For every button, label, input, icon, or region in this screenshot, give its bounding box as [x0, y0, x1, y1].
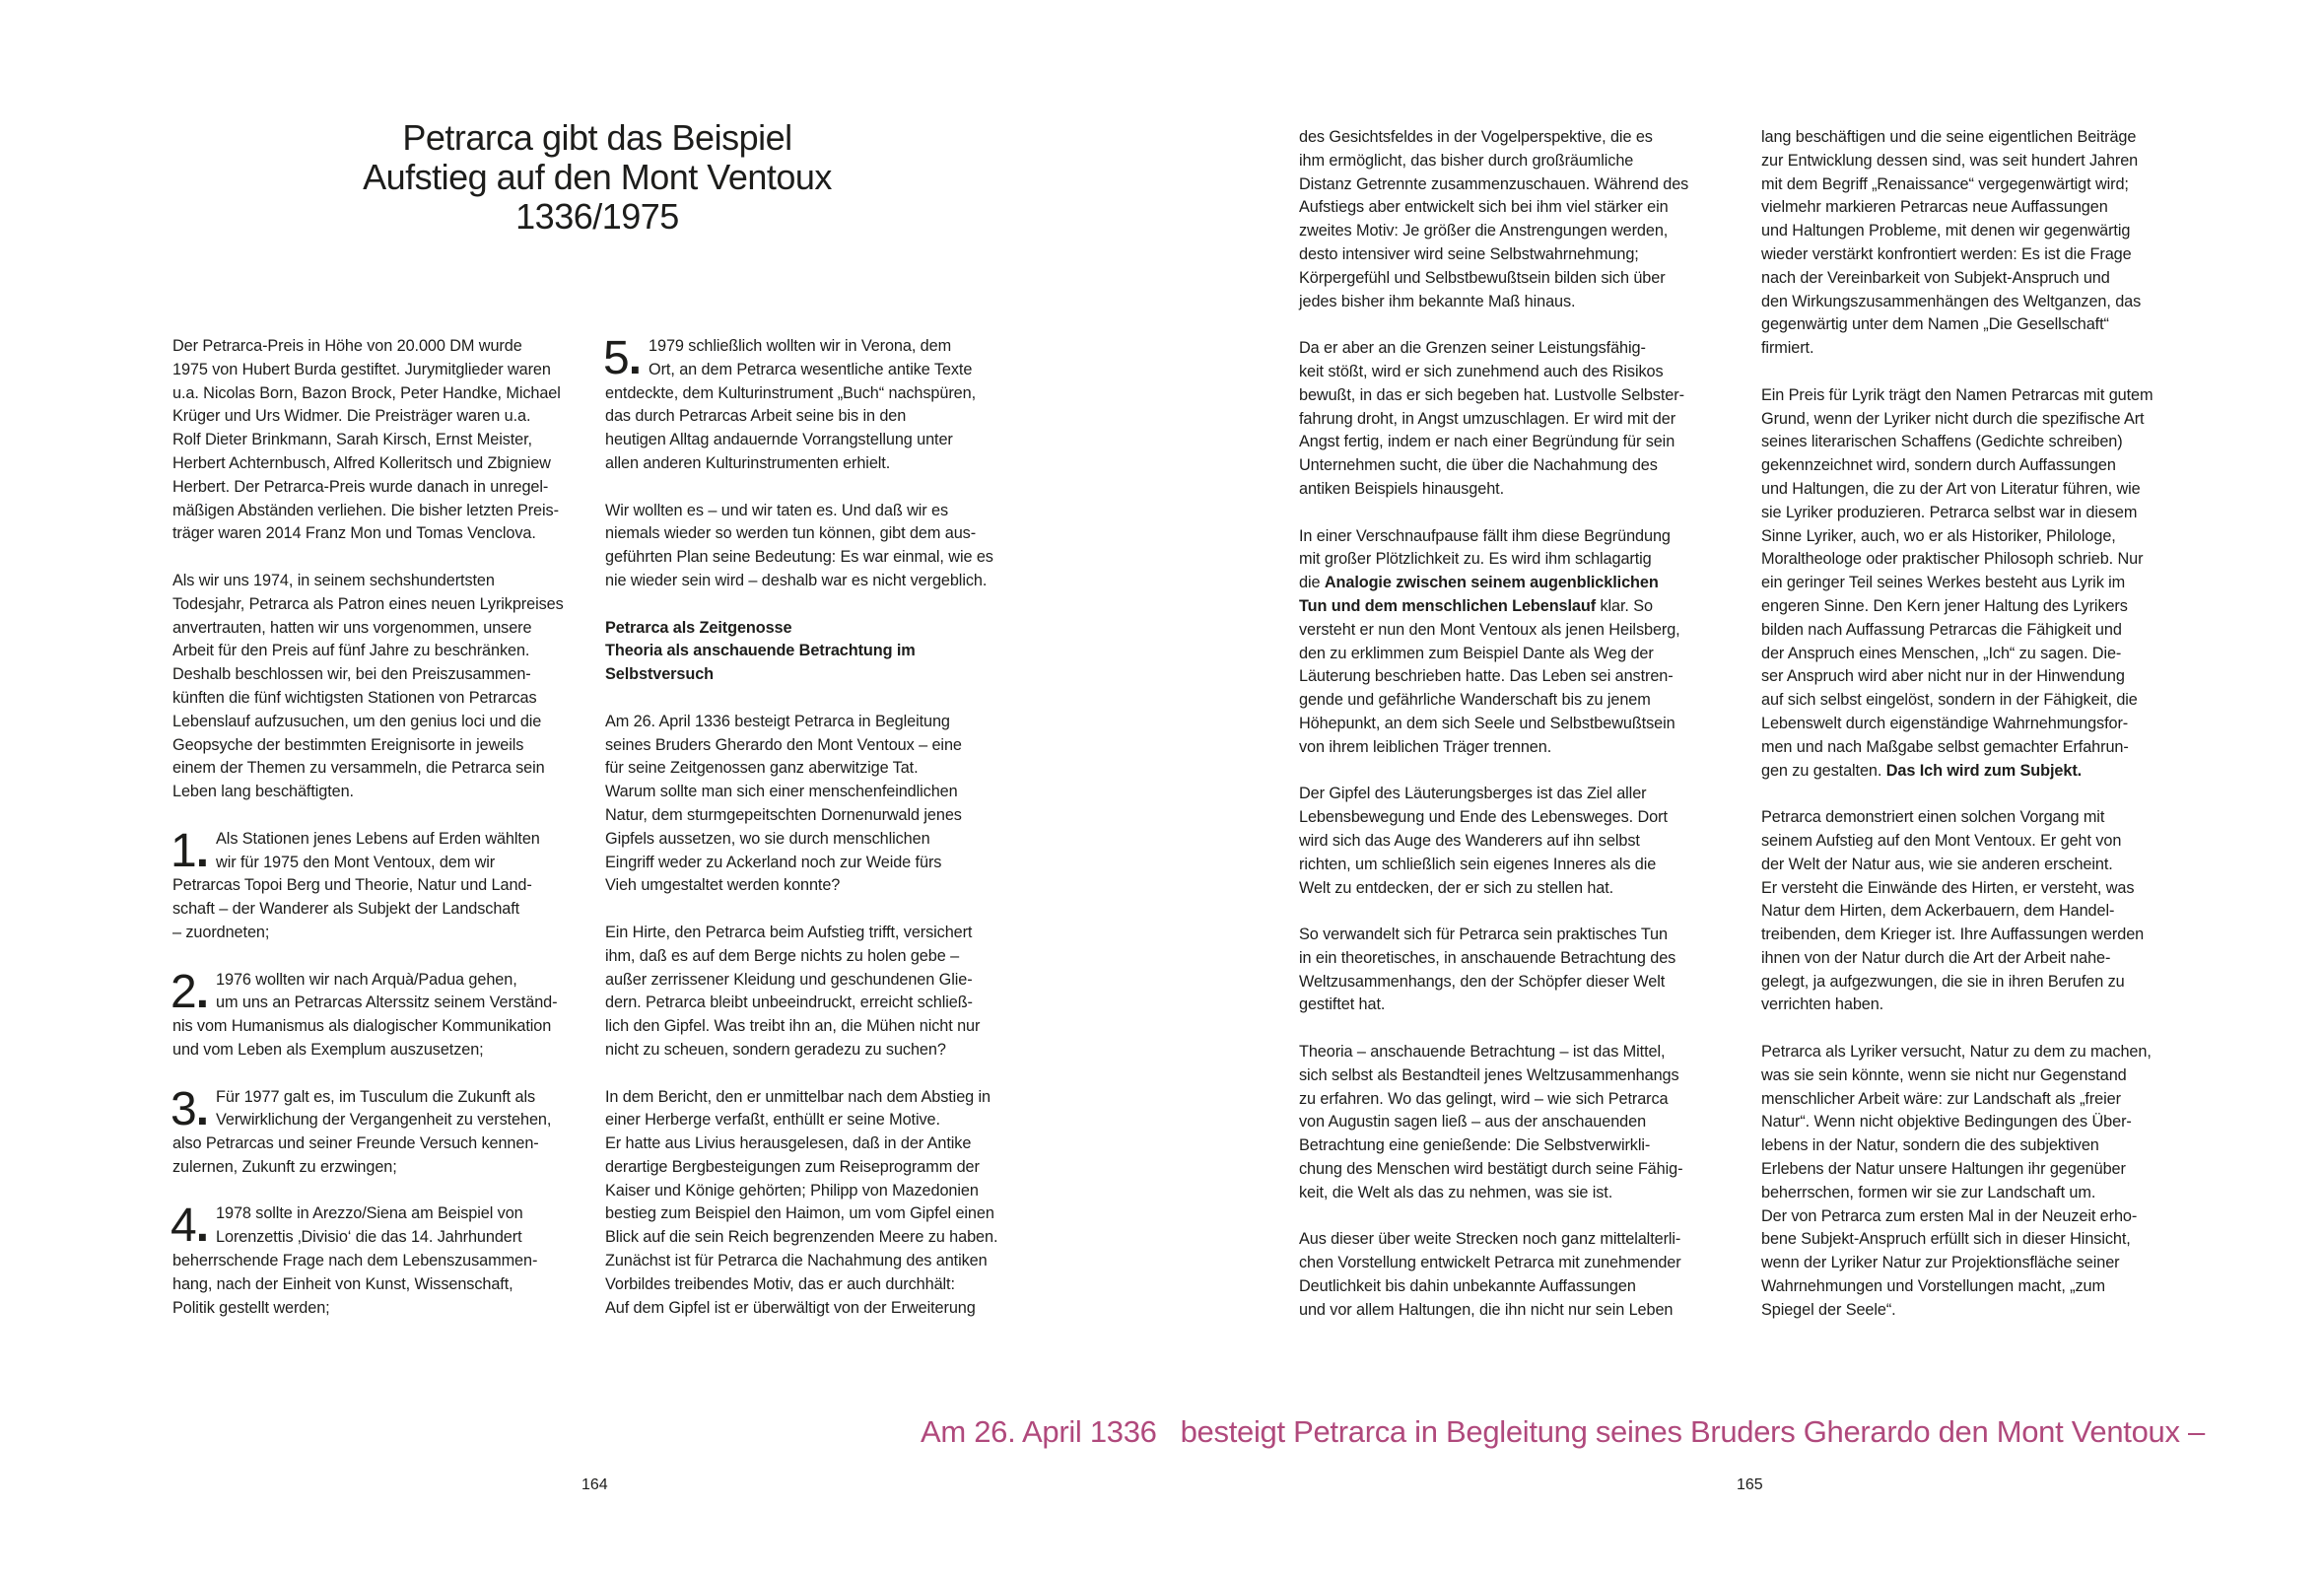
text-line: Eingriff weder zu Ackerland noch zur Weide fürs: [605, 853, 942, 871]
text-line: Natur“. Wenn nicht objektive Bedingungen des Über-: [1761, 1113, 2132, 1131]
text-line: und Haltungen, die zu der Art von Literatur führen, wie: [1761, 479, 2141, 498]
text-line: menschlicher Arbeit wäre: zur Landschaft als „freier: [1761, 1089, 2121, 1108]
text-line: Als wir uns 1974, in seinem sechshundertsten: [172, 571, 495, 589]
text-line: um uns an Petrarcas Alterssitz seinem Verständ-: [216, 994, 558, 1012]
text-line: Natur dem Hirten, dem Ackerbauern, dem Handel-: [1761, 902, 2115, 921]
right-page-column-4: [1761, 126, 2224, 1323]
text-line: Als Stationen jenes Lebens auf Erden wählten: [216, 829, 540, 848]
text-line: der Anspruch eines Menschen, „Ich“ zu sagen. Die-: [1761, 644, 2122, 662]
text-line: von ihrem leiblichen Träger trennen.: [1299, 737, 1552, 756]
text-line: Petrarca als Lyriker versucht, Natur zu dem zu machen,: [1761, 1043, 2152, 1062]
text-line: – zuordneten;: [172, 923, 270, 941]
text-line: gestiftet hat.: [1299, 995, 1386, 1014]
text-line: bewußt, in das er sich begeben hat. Lustvolle Selbster-: [1299, 385, 1684, 404]
text-line: Betrachtung eine genießende: Die Selbstverwirkli-: [1299, 1136, 1651, 1155]
text-line: und vor allem Haltungen, die ihn nicht nur sein Leben: [1299, 1300, 1674, 1319]
item-number: 2.: [171, 965, 209, 1018]
page-number-right: 165: [1737, 1476, 1763, 1493]
text-line: des Gesichtsfeldes in der Vogelperspektive, die es: [1299, 128, 1653, 146]
text-line: gende und gefährliche Wanderschaft bis zu jenem: [1299, 691, 1651, 710]
text-line: heutigen Alltag andauernde Vorrangstellung unter: [605, 431, 953, 449]
numbered-item-5: [603, 332, 1059, 476]
text-line: schaft – der Wanderer als Subjekt der Landschaft: [172, 900, 520, 919]
text-line: Lebensbewegung und Ende des Lebensweges. Dort: [1299, 808, 1668, 827]
text-line: Er versteht die Einwände des Hirten, er versteht, was: [1761, 878, 2135, 897]
text-line: 1978 sollte in Arezzo/Siena am Beispiel von: [216, 1204, 523, 1223]
text-line: wieder verstärkt konfrontiert werden: Es ist die Frage: [1761, 244, 2132, 263]
text-line: ihm, daß es auf dem Berge nichts zu holen gebe –: [605, 946, 960, 965]
emphasis-text: Tun und dem menschlichen Lebenslauf: [1299, 596, 1597, 615]
title-line-3: 1336/1975: [515, 196, 679, 237]
text-line: Körpergefühl und Selbstbewußtsein bilden sich über: [1299, 268, 1666, 287]
text-line: So verwandelt sich für Petrarca sein praktisches Tun: [1299, 926, 1668, 944]
text-line: entdeckte, dem Kulturinstrument „Buch“ nachspüren,: [605, 383, 976, 402]
text-line: lebens in der Natur, sondern die des subjektiven: [1761, 1136, 2099, 1155]
numbered-item-2: [171, 965, 606, 1063]
text-line: Arbeit für den Preis auf fünf Jahre zu beschränken.: [172, 642, 530, 660]
conclusion-paragraph: [605, 500, 1059, 593]
text-line: Er hatte aus Livius herausgelesen, daß in der Antike: [605, 1134, 972, 1153]
text-line: nach der Vereinbarkeit von Subjekt-Anspruch und: [1761, 268, 2110, 287]
text-line: Angst fertig, indem er nach einer Begründung für sein: [1299, 433, 1675, 451]
item-number: 3.: [171, 1082, 209, 1135]
renaissance-paragraph: [1761, 126, 2224, 361]
text-line: Da er aber an die Grenzen seiner Leistungsfähig-: [1299, 339, 1646, 358]
text-line: lang beschäftigen und die seine eigentlichen Beiträge: [1761, 128, 2137, 146]
text-line: geführten Plan seine Bedeutung: Es war einmal, wie es: [605, 548, 993, 567]
text-line: Theoria als anschauende Betrachtung im: [605, 642, 916, 660]
numbered-item-3: [171, 1082, 606, 1180]
text-line: den Wirkungszusammenhängen des Weltganzen, das: [1761, 292, 2142, 310]
text-line: bene Subjekt-Anspruch erfüllt sich in dieser Hinsicht,: [1761, 1230, 2131, 1249]
text-line: nicht zu scheuen, sondern geradezu zu suchen?: [605, 1040, 946, 1059]
text-line: das durch Petrarcas Arbeit seine bis in den: [605, 407, 907, 426]
text-line: sie Lyriker produzieren. Petrarca selbst war in diesem: [1761, 503, 2138, 521]
text-line: wenn der Lyriker Natur zur Projektionsfläche seiner: [1761, 1254, 2120, 1272]
text-line: Deutlichkeit bis dahin unbekannte Auffassungen: [1299, 1277, 1636, 1296]
text-line: hang, nach der Einheit von Kunst, Wissenschaft,: [172, 1274, 513, 1293]
text-line: und Haltungen Probleme, mit denen wir gegenwärtig: [1761, 222, 2131, 240]
text-line: men und nach Maßgabe selbst gemachter Erfahrun-: [1761, 737, 2129, 756]
text-line: mäßigen Abständen verliehen. Die bisher letzten Preis-: [172, 501, 559, 519]
text-line: antiken Beispiels hinausgeht.: [1299, 479, 1504, 498]
text-line: und vom Leben als Exemplum auszusetzen;: [172, 1040, 484, 1059]
perspective-paragraph: [1299, 126, 1752, 313]
text-line: Herbert Achternbusch, Alfred Kolleritsch und Zbigniew: [172, 453, 551, 472]
text-line: derartige Bergbesteigungen zum Reiseprogramm der: [605, 1157, 980, 1176]
text-line: Der Petrarca-Preis in Höhe von 20.000 DM wurde: [172, 337, 522, 355]
text-line: außer zerrissener Kleidung und geschundenen Glie-: [605, 970, 973, 989]
pull-quote-date: Am 26. April 1336: [921, 1414, 1157, 1449]
text-line: niemals wieder so werden tun können, gibt dem aus-: [605, 524, 977, 543]
text-line: beherrschende Frage nach dem Lebenszusammen-: [172, 1252, 538, 1270]
text-line: Spiegel der Seele“.: [1761, 1300, 1896, 1319]
text-line: Unternehmen sucht, die über die Nachahmung des: [1299, 456, 1658, 475]
title-line-1: Petrarca gibt das Beispiel: [402, 117, 792, 158]
text-line: jedes bisher ihm bekannte Maß hinaus.: [1299, 292, 1576, 310]
text-line: Todesjahr, Petrarca als Patron eines neuen Lyrikpreises: [172, 594, 564, 613]
analogy-paragraph: In einer Verschnaufpause fällt ihm diese Begründung mit großer Plötzlichkeit zu. Es wird ihm schlagartig die Analogie zwischen seinem augenblicklichen Tun und dem menschlichen Lebenslauf klar. So versteht er nun den Mont Ventoux als jenen Heilsberg, den zu erklimmen zum Beispiel Dante als Weg der Läuterung beschrieben hatte. Das Leben sei anstren- gende und gefährliche Wanderschaft bis zu jenem Höhepunkt, an dem sich Seele und Selbstbewußtsein von ihrem leiblichen Träger trennen.: [1299, 525, 1752, 760]
text-line: Verwirklichung der Vergangenheit zu verstehen,: [216, 1111, 552, 1130]
theoria-paragraph: [1299, 1041, 1752, 1205]
text-line: Welt zu entdecken, der er sich zu stellen hat.: [1299, 878, 1614, 897]
text-line: versteht er nun den Mont Ventoux als jenen Heilsberg,: [1299, 620, 1680, 639]
text-line: 1976 wollten wir nach Arquà/Padua gehen,: [216, 970, 517, 989]
section-subheading: [605, 617, 1059, 687]
page-number-left: 164: [581, 1476, 608, 1493]
text-line: Selbstversuch: [605, 665, 715, 684]
text-line: von Augustin sagen ließ – aus der anschauenden: [1299, 1113, 1647, 1131]
text-line: In dem Bericht, den er unmittelbar nach dem Abstieg in: [605, 1087, 991, 1106]
text-line: der Welt der Natur aus, wie sie anderen erscheint.: [1761, 855, 2113, 873]
numbered-item-1: [171, 824, 606, 945]
text-line: Leben lang beschäftigten.: [172, 783, 354, 801]
left-page-column-2: [603, 332, 1059, 1320]
right-page-column-3: [1299, 126, 1752, 1323]
text-line: 1979 schließlich wollten wir in Verona, dem: [649, 337, 952, 355]
text-line: lich den Gipfel. Was treibt ihn an, die Mühen nicht nur: [605, 1017, 981, 1036]
text-line: sich selbst als Bestandteil jenes Weltzusammenhangs: [1299, 1065, 1679, 1084]
text-line: träger waren 2014 Franz Mon und Tomas Venclova.: [172, 524, 536, 543]
text-line: Geopsyche der bestimmten Ereignisorte in jeweils: [172, 735, 524, 754]
lyric-prize-paragraph: Ein Preis für Lyrik trägt den Namen Petrarcas mit gutem Grund, wenn der Lyriker nicht durch die spezifische Art seines literarischen Schaffens (Gedichte schreiben) gekennzeichnet wird, sondern durch Auffassungen und Haltungen, die zu der Art von Literatur führen, wie sie Lyriker produzieren. Petrarca selbst war in diesem Sinne Lyriker, auch, wo er als Historiker, Philologe, Moraltheologe oder praktischer Philosoph schrieb. Nur ein geringer Teil seines Werkes besteht aus Lyrik im engeren Sinne. Den Kern jener Haltung des Lyrikers bilden nach Auffassung Petrarcas die Fähigkeit und der Anspruch eines Menschen, „Ich“ zu sagen. Die- ser Anspruch wird aber nicht nur in der Hinwendung auf sich selbst eingelöst, sondern in der Fähigkeit, die Lebenswelt durch eigenständige Wahrnehmungsfor- men und nach Maßgabe selbst gemachter Erfahrun- gen zu gestalten. Das Ich wird zum Subjekt.: [1761, 384, 2224, 784]
summit-paragraph: [1299, 783, 1752, 900]
history-paragraph: [172, 570, 606, 804]
text-line: gegenwärtig unter dem Namen „Die Gesellschaft“: [1761, 315, 2109, 334]
text-line: Lebenswelt durch eigenständige Wahrnehmungsfor-: [1761, 714, 2129, 732]
shepherd-paragraph: [605, 922, 1059, 1063]
left-page-column-1: [172, 335, 606, 1343]
text-line: gelegt, ja aufgezwungen, die sie in ihren Berufen zu: [1761, 972, 2125, 991]
text-line: Grund, wenn der Lyriker nicht durch die spezifische Art: [1761, 409, 2145, 428]
text-line: zu erfahren. Wo das gelingt, wird – wie sich Petrarca: [1299, 1089, 1669, 1108]
text-line: Höhepunkt, an dem sich Seele und Selbstbewußtsein: [1299, 714, 1675, 732]
text-line: fahrung droht, in Angst umzuschlagen. Er wird mit der: [1299, 409, 1676, 428]
text-line: gekennzeichnet wird, sondern durch Auffassungen: [1761, 456, 2116, 475]
text-line: keit stößt, wird er sich zunehmend auch des Risikos: [1299, 362, 1664, 380]
text-line: allen anderen Kulturinstrumenten erhielt.: [605, 453, 891, 472]
text-line: wir für 1975 den Mont Ventoux, dem wir: [216, 853, 496, 871]
text-line: desto intensiver wird seine Selbstwahrnehmung;: [1299, 244, 1639, 263]
text-line: seines literarischen Schaffens (Gedichte schreiben): [1761, 433, 2123, 451]
text-line: den zu erklimmen zum Beispiel Dante als Weg der: [1299, 644, 1654, 662]
limits-paragraph: [1299, 337, 1752, 502]
theory-paragraph: [1299, 924, 1752, 1017]
text-line: Aus dieser über weite Strecken noch ganz mittelalterli-: [1299, 1230, 1681, 1249]
text-line: Vorbildes treibendes Motiv, das er auch durchhält:: [605, 1274, 955, 1293]
text-line: dern. Petrarca bleibt unbeeindruckt, erreicht schließ-: [605, 994, 973, 1012]
text-line: also Petrarcas und seiner Freunde Versuch kennen-: [172, 1134, 539, 1153]
text-line: mit dem Begriff „Renaissance“ vergegenwärtigt wird;: [1761, 174, 2129, 193]
text-line: treibenden, dem Krieger ist. Ihre Auffassungen werden: [1761, 926, 2145, 944]
text-line: künften die fünf wichtigsten Stationen von Petrarcas: [172, 688, 537, 707]
text-line: Distanz Getrennte zusammenzuschauen. Während des: [1299, 174, 1689, 193]
text-line: anvertrauten, hatten wir uns vorgenommen, unsere: [172, 618, 532, 637]
title-line-2: Aufstieg auf den Mont Ventoux: [363, 157, 832, 197]
text-line: Erlebens der Natur unsere Haltungen ihr gegenüber: [1761, 1160, 2126, 1179]
text-line: Auf dem Gipfel ist er überwältigt von der Erweiterung: [605, 1298, 976, 1317]
text-line: richten, um schließlich sein eigenes Inneres als die: [1299, 855, 1657, 873]
text-line: chung des Menschen wird bestätigt durch seine Fähig-: [1299, 1160, 1683, 1179]
text-line: bestieg zum Beispiel den Haimon, um vom Gipfel einen: [605, 1204, 994, 1223]
text-line: Ein Hirte, den Petrarca beim Aufstieg trifft, versichert: [605, 923, 973, 941]
ascent-paragraph: [605, 711, 1059, 898]
text-line: firmiert.: [1761, 339, 1814, 358]
text-line: zweites Motiv: Je größer die Anstrengungen werden,: [1299, 222, 1669, 240]
text-line: Der von Petrarca zum ersten Mal in der Neuzeit erho-: [1761, 1206, 2138, 1225]
text-line: bilden nach Auffassung Petrarcas die Fähigkeit und: [1761, 620, 2122, 639]
text-line: keit, die Welt als das zu nehmen, was sie ist.: [1299, 1183, 1613, 1201]
text-line: Kaiser und Könige gehörten; Philipp von Mazedonien: [605, 1181, 979, 1200]
text-line: Ein Preis für Lyrik trägt den Namen Petrarcas mit gutem: [1761, 385, 2153, 404]
text-line: nie wieder sein wird – deshalb war es nicht vergeblich.: [605, 571, 988, 589]
text-line: Petrarca demonstriert einen solchen Vorgang mit: [1761, 808, 2105, 827]
text-line: Theoria – anschauende Betrachtung – ist das Mittel,: [1299, 1043, 1666, 1062]
text-line: chen Vorstellung entwickelt Petrarca mit zunehmender: [1299, 1254, 1681, 1272]
pull-quote: [921, 1412, 2205, 1452]
text-line: Blick auf die sein Reich begrenzenden Meere zu haben.: [605, 1228, 998, 1247]
text-line: engeren Sinne. Den Kern jener Haltung des Lyrikers: [1761, 596, 2128, 615]
text-line: verrichten haben.: [1761, 995, 1884, 1014]
demonstration-paragraph: [1761, 806, 2224, 1017]
report-paragraph: [605, 1086, 1059, 1321]
text-line: Der Gipfel des Läuterungsberges ist das Ziel aller: [1299, 785, 1647, 803]
text-line: u.a. Nicolas Born, Bazon Brock, Peter Handke, Michael: [172, 383, 561, 402]
lyricist-nature-paragraph: [1761, 1041, 2224, 1323]
text-line: Am 26. April 1336 besteigt Petrarca in Begleitung: [605, 712, 950, 730]
text-line: Weltzusammenhangs, den der Schöpfer dieser Welt: [1299, 972, 1666, 991]
text-line: Warum sollte man sich einer menschenfeindlichen: [605, 783, 958, 801]
text-line: Sinne Lyriker, auch, wo er als Historiker, Philologe,: [1761, 526, 2116, 545]
text-line: Politik gestellt werden;: [172, 1298, 330, 1317]
article-title: [296, 118, 899, 237]
text-line: vielmehr markieren Petrarcas neue Auffassungen: [1761, 198, 2108, 217]
text-line: Natur, dem sturmgepeitschten Dornenurwald jenes: [605, 805, 962, 824]
text-line: Petrarcas Topoi Berg und Theorie, Natur und Land-: [172, 876, 532, 895]
intro-paragraph: [172, 335, 606, 546]
text-line: einem der Themen zu versammeln, die Petrarca sein: [172, 759, 545, 778]
medieval-paragraph: [1299, 1228, 1752, 1322]
text-line: Petrarca als Zeitgenosse: [605, 618, 792, 637]
text-line: Aufstiegs aber entwickelt sich bei ihm viel stärker ein: [1299, 198, 1669, 217]
text-line: ser Anspruch wird aber nicht nur in der Hinwendung: [1761, 667, 2125, 686]
emphasis-text: Analogie zwischen seinem augenblicklichen: [1324, 574, 1659, 592]
text-line: Wir wollten es – und wir taten es. Und daß wir es: [605, 501, 949, 519]
emphasis-text: Das Ich wird zum Subjekt.: [1885, 761, 2083, 780]
text-line: Lebenslauf aufzusuchen, um den genius loci und die: [172, 712, 542, 730]
text-line: nis vom Humanismus als dialogischer Kommunikation: [172, 1017, 552, 1036]
text-line: Zunächst ist für Petrarca die Nachahmung des antiken: [605, 1252, 988, 1270]
text-line: zulernen, Zukunft zu erzwingen;: [172, 1157, 397, 1176]
text-line: 1975 von Hubert Burda gestiftet. Jurymitglieder waren: [172, 360, 551, 378]
text-line: einer Herberge verfaßt, enthüllt er seine Motive.: [605, 1111, 940, 1130]
text-line: ihnen von der Natur durch die Art der Arbeit nahe-: [1761, 948, 2111, 967]
text-line: Moraltheologe oder praktischer Philosoph schrieb. Nur: [1761, 550, 2144, 569]
text-line: beherrschen, formen wir sie zur Landschaft um.: [1761, 1183, 2096, 1201]
text-line: in ein theoretisches, in anschauende Betrachtung des: [1299, 948, 1676, 967]
text-line: was sie sein könnte, wenn sie nicht nur Gegenstand: [1761, 1065, 2127, 1084]
text-line: Vieh umgestaltet werden konnte?: [605, 876, 841, 895]
text-line: für seine Zeitgenossen ganz aberwitzige Tat.: [605, 759, 919, 778]
text-line: Deshalb beschlossen wir, bei den Preiszusammen-: [172, 665, 531, 684]
text-line: Herbert. Der Petrarca-Preis wurde danach in unregel-: [172, 477, 549, 496]
text-line: Läuterung beschrieben hatte. Das Leben sei anstren-: [1299, 667, 1674, 686]
text-line: ein geringer Teil seines Werkes besteht aus Lyrik im: [1761, 574, 2126, 592]
text-line: Krüger und Urs Widmer. Die Preisträger waren u.a.: [172, 407, 531, 426]
text-line: auf sich selbst eingelöst, sondern in der Fähigkeit, die: [1761, 691, 2138, 710]
item-number: 4.: [171, 1200, 209, 1253]
text-line: Wahrnehmungen und Vorstellungen macht, „zum: [1761, 1277, 2105, 1296]
text-line: ihm ermöglicht, das bisher durch großräumliche: [1299, 151, 1634, 170]
numbered-item-4: [172, 1202, 606, 1320]
text-line: Rolf Dieter Brinkmann, Sarah Kirsch, Ernst Meister,: [172, 431, 532, 449]
text-line: seines Bruders Gherardo den Mont Ventoux – eine: [605, 735, 962, 754]
text-line: wird sich das Auge des Wanderers auf ihn selbst: [1299, 831, 1640, 850]
item-number: 5.: [603, 332, 642, 384]
text-line: Lorenzettis ‚Divisio‘ die das 14. Jahrhundert: [216, 1228, 522, 1247]
text-line: zur Entwicklung dessen sind, was seit hundert Jahren: [1761, 151, 2139, 170]
text-line: Für 1977 galt es, im Tusculum die Zukunft als: [216, 1087, 536, 1106]
text-line: seinem Aufstieg auf den Mont Ventoux. Er geht von: [1761, 831, 2122, 850]
item-number: 1.: [171, 824, 209, 877]
pull-quote-text: besteigt Petrarca in Begleitung seines Bruders Gherardo den Mont Ventoux –: [1180, 1414, 2205, 1449]
text-line: Ort, an dem Petrarca wesentliche antike Texte: [649, 360, 973, 378]
text-line: Gipfels aussetzen, wo sie durch menschlichen: [605, 829, 930, 848]
